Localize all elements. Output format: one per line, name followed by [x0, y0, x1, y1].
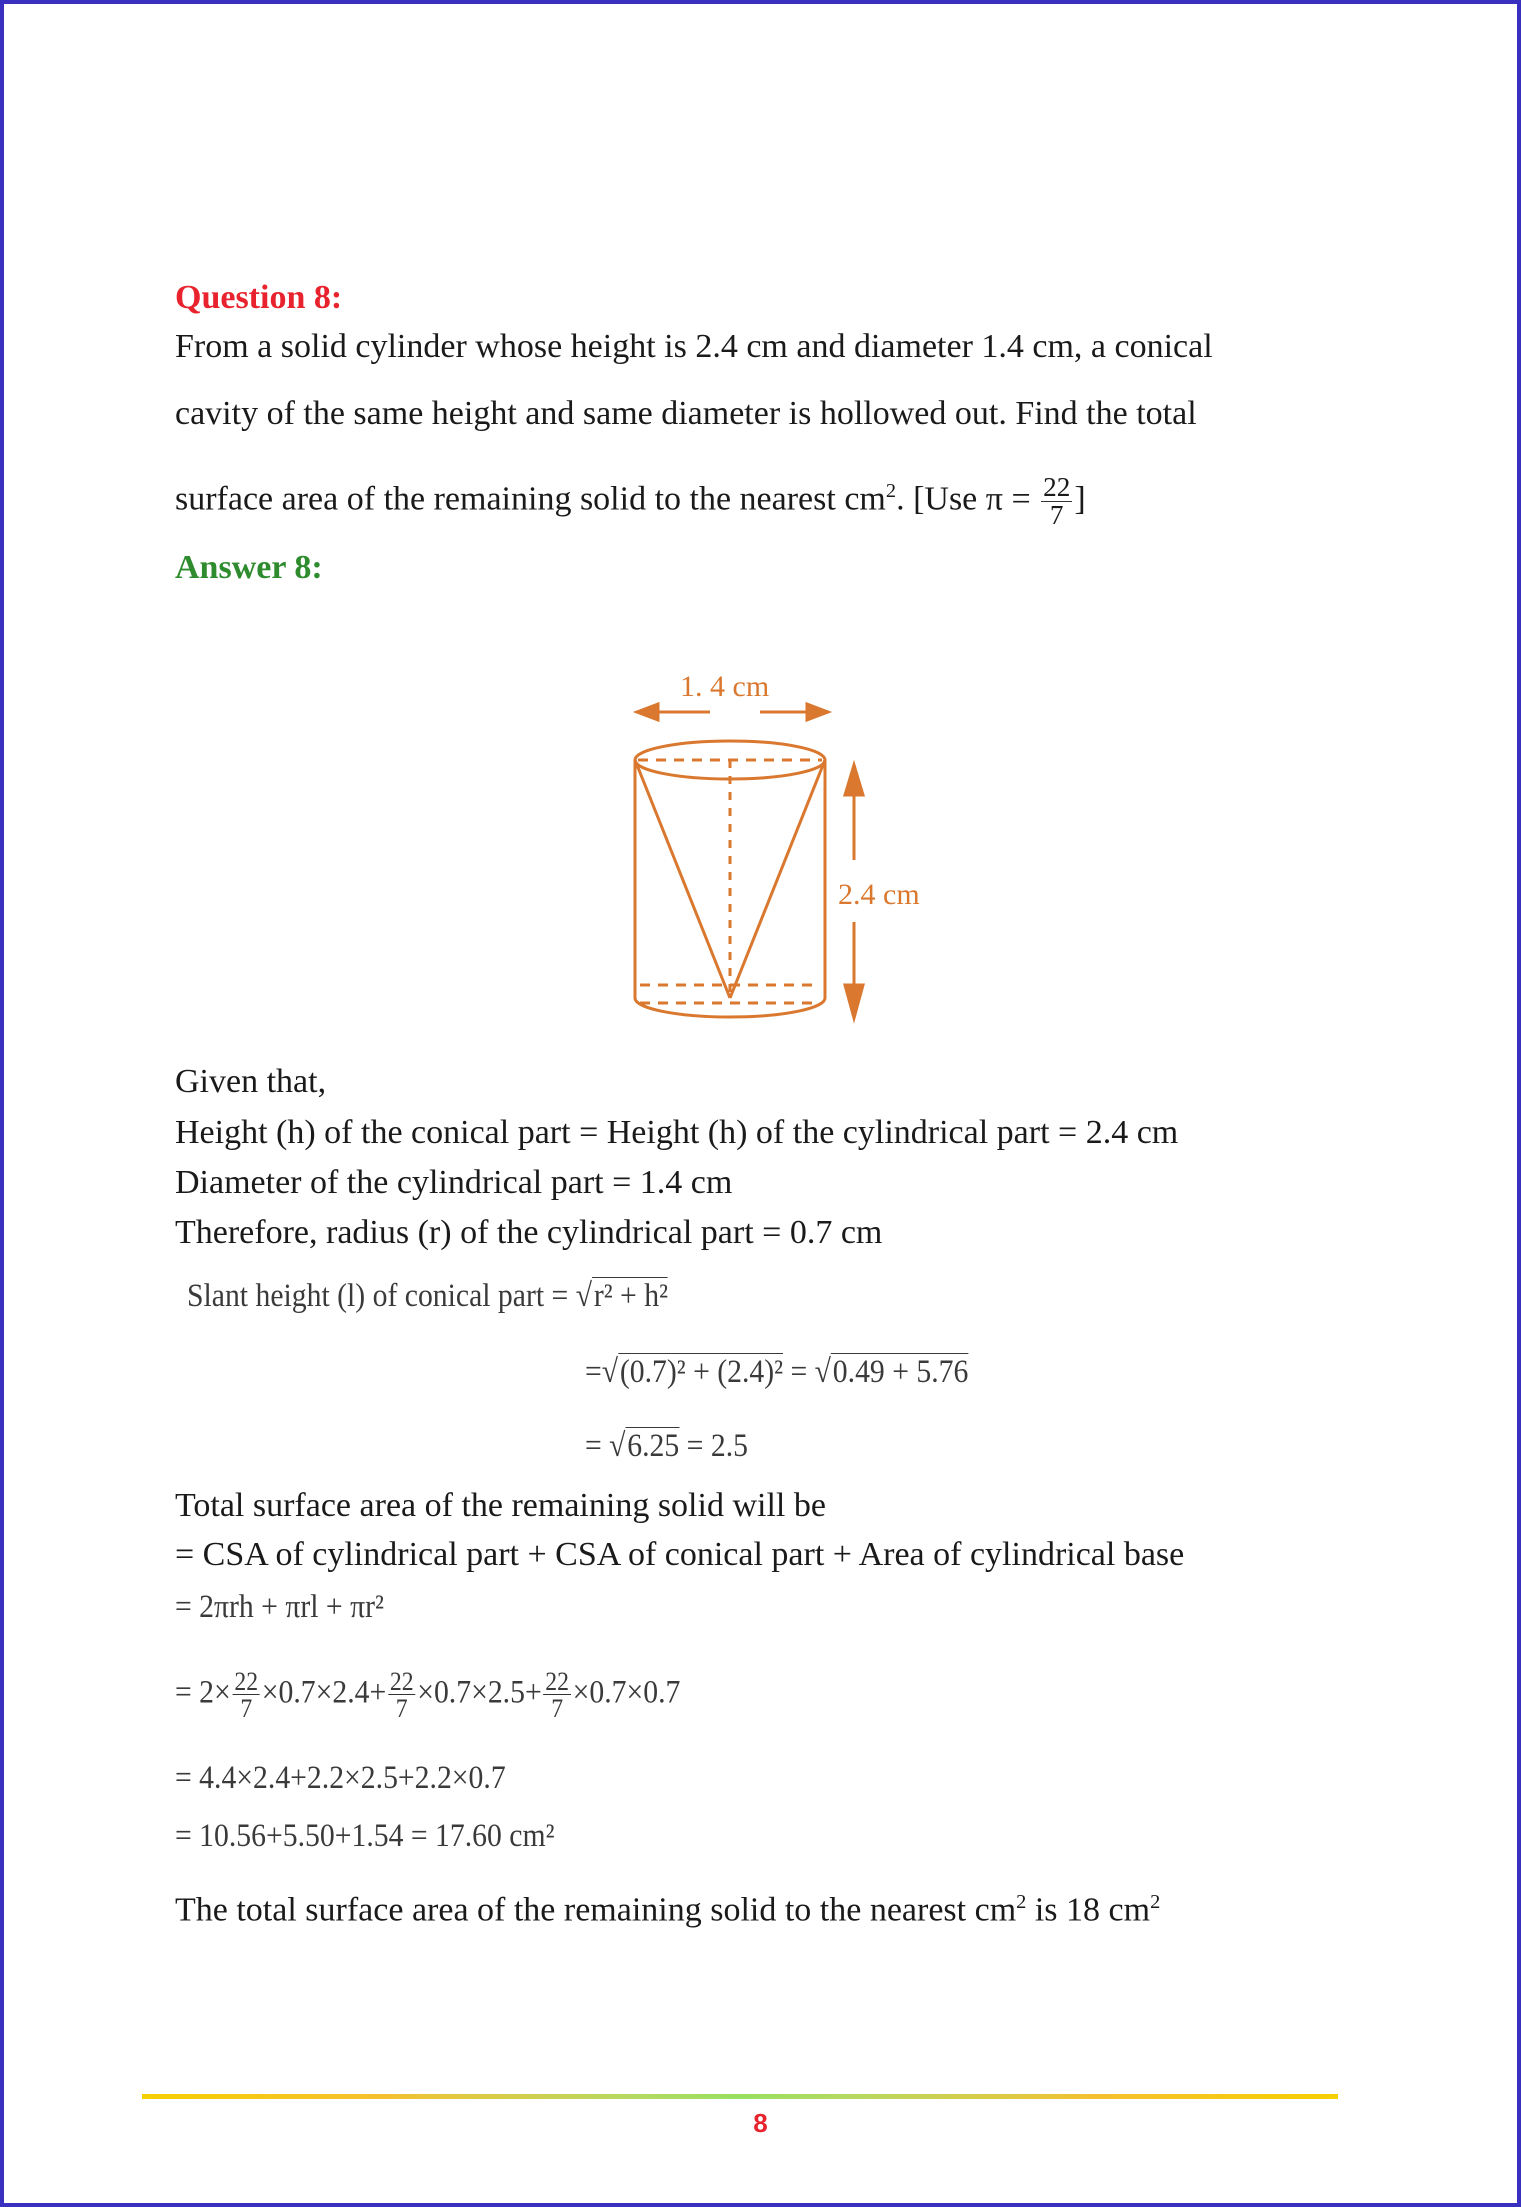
tsa-words: = CSA of cylindrical part + CSA of conical part + Area of cylindrical base: [175, 1536, 1185, 1573]
tsa-intro: Total surface area of the remaining solid will be: [175, 1487, 826, 1524]
answer-title: Answer 8:: [175, 549, 323, 586]
numerator: 22: [389, 1666, 414, 1696]
question-text: surface area of the remaining solid to the nearest cm: [175, 480, 886, 518]
slant-label: Slant height (l) of conical part =: [187, 1278, 576, 1314]
slant-result: = 2.5: [679, 1428, 748, 1464]
radicand: (0.7)² + (2.4)²: [619, 1354, 784, 1390]
radicand: r² + h²: [593, 1278, 668, 1314]
tsa-step-2: = 4.4×2.4+2.2×2.5+2.2×0.7: [175, 1760, 506, 1796]
final-answer: [175, 1882, 1160, 1930]
fraction-numerator: 22: [1043, 471, 1071, 502]
height-statement: Height (h) of the conical part = Height (h) of the cylindrical part = 2.4 cm: [175, 1114, 1179, 1151]
text: ×0.7×0.7: [572, 1674, 681, 1711]
given-heading: Given that,: [175, 1063, 327, 1100]
tsa-formula: = 2πrh + πrl + πr²: [175, 1589, 384, 1625]
page-number: 8: [753, 2108, 768, 2138]
fraction: [544, 1668, 571, 1722]
footer-divider: [142, 2094, 1338, 2099]
text: The total surface area of the remaining solid to the nearest cm: [175, 1891, 1017, 1929]
slant-height-formula: Slant height (l) of conical part = √r² + h²: [187, 1278, 668, 1314]
radius-statement: Therefore, radius (r) of the cylindrical part = 0.7 cm: [175, 1214, 883, 1251]
tsa-step-3: = 10.56+5.50+1.54 = 17.60 cm²: [175, 1818, 555, 1854]
superscript: 2: [885, 480, 897, 502]
question-line-1: From a solid cylinder whose height is 2.4 cm and diameter 1.4 cm, a conical: [175, 328, 1213, 365]
pi-fraction: [1041, 471, 1072, 531]
slant-step-2: = √6.25 = 2.5: [585, 1428, 748, 1464]
slant-step-1: =√(0.7)² + (2.4)² = √0.49 + 5.76: [585, 1354, 969, 1390]
text: ×0.7×2.4+: [261, 1674, 387, 1711]
superscript: 2: [1150, 1891, 1161, 1913]
radicand: 6.25: [627, 1428, 680, 1464]
fraction-denominator: 7: [1049, 500, 1064, 531]
use-pi-text: . [Use π =: [896, 480, 1040, 518]
denominator: 7: [240, 1693, 253, 1724]
text: = 2×: [175, 1674, 231, 1711]
denominator: 7: [551, 1693, 564, 1724]
numerator: 22: [545, 1666, 570, 1696]
fraction: [388, 1668, 415, 1722]
height-label: 2.4 cm: [838, 878, 920, 911]
denominator: 7: [395, 1693, 408, 1724]
tsa-substitution: [175, 1668, 680, 1722]
fraction: [233, 1668, 260, 1722]
question-line-3: [175, 471, 1086, 529]
diameter-statement: Diameter of the cylindrical part = 1.4 cm: [175, 1164, 733, 1201]
cylinder-cone-diagram: [600, 660, 980, 1030]
numerator: 22: [234, 1666, 259, 1696]
bracket: ]: [1074, 480, 1086, 518]
question-line-2: cavity of the same height and same diameter is hollowed out. Find the total: [175, 395, 1197, 432]
cone-side: [635, 760, 730, 998]
text: ×0.7×2.5+: [417, 1674, 542, 1711]
superscript: 2: [1016, 1891, 1027, 1913]
diameter-label: 1. 4 cm: [680, 670, 770, 703]
radicand: 0.49 + 5.76: [832, 1354, 969, 1390]
text: is 18 cm: [1026, 1891, 1151, 1929]
question-title: Question 8:: [175, 279, 343, 316]
